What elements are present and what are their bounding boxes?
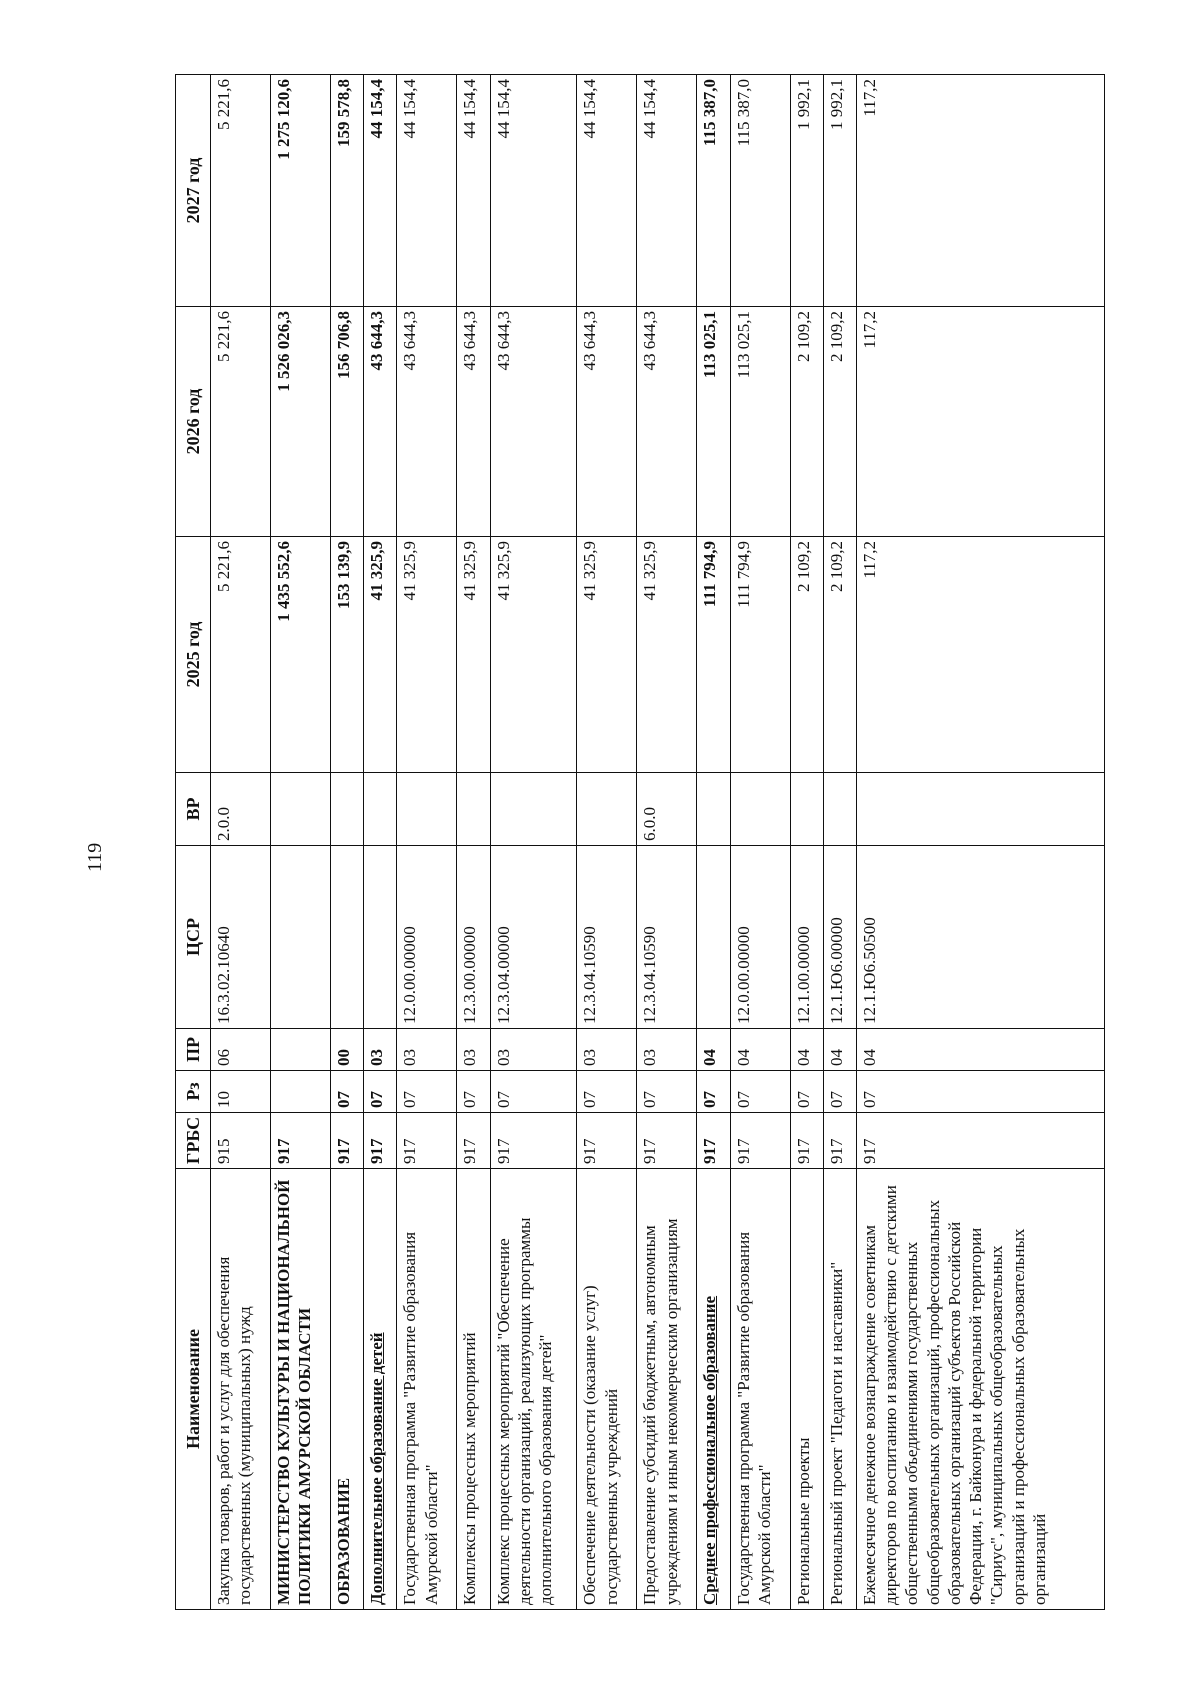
cell-2026: 113 025,1 [730, 307, 790, 537]
cell-2027: 44 154,4 [637, 75, 697, 307]
cell-rz: 07 [730, 1071, 790, 1113]
cell-pr: 04 [790, 1029, 823, 1071]
cell-pr: 04 [697, 1029, 730, 1071]
cell-2026: 43 644,3 [490, 307, 577, 537]
cell-2025: 2 109,2 [823, 537, 856, 773]
cell-rz: 10 [211, 1071, 271, 1113]
cell-grbs: 917 [730, 1113, 790, 1169]
cell-grbs: 917 [823, 1113, 856, 1169]
cell-csr [697, 846, 730, 1029]
table-row [790, 75, 823, 1610]
cell-name: Среднее профессиональное образование [697, 1169, 730, 1610]
table-row [397, 75, 457, 1610]
cell-csr: 12.3.00.00000 [457, 846, 490, 1029]
cell-grbs: 917 [637, 1113, 697, 1169]
cell-2025: 111 794,9 [730, 537, 790, 773]
cell-grbs: 915 [211, 1113, 271, 1169]
cell-csr [364, 846, 397, 1029]
cell-2025: 41 325,9 [457, 537, 490, 773]
table-row [856, 75, 1104, 1610]
cell-pr [271, 1029, 331, 1071]
cell-name: Комплексы процессных мероприятий [457, 1169, 490, 1610]
cell-name: ОБРАЗОВАНИЕ [331, 1169, 364, 1610]
cell-2025: 41 325,9 [490, 537, 577, 773]
cell-2025: 2 109,2 [790, 537, 823, 773]
cell-2025: 117,2 [856, 537, 1104, 773]
header-pr: ПР [176, 1029, 211, 1071]
table-row [364, 75, 397, 1610]
table-row [457, 75, 490, 1610]
cell-rz: 07 [457, 1071, 490, 1113]
cell-2025: 5 221,6 [211, 537, 271, 773]
cell-2027: 44 154,4 [457, 75, 490, 307]
cell-name: Обеспечение деятельности (оказание услуг) государственных учреждений [577, 1169, 637, 1610]
cell-vr: 2.0.0 [211, 773, 271, 846]
cell-name: Ежемесячное денежное вознаграждение советникам директоров по воспитанию и взаимодействию с детскими общественными объединениями государственных общеобразовательных организаций, профессиональных образовательных организаций субъектов Российской Федерации, г. Байконура и федеральной территории "Сириус", муниципальных общеобразовательных организаций и профессиональных образовательных организаций [856, 1169, 1104, 1610]
cell-csr: 12.0.00.00000 [730, 846, 790, 1029]
cell-2025: 41 325,9 [397, 537, 457, 773]
cell-pr: 03 [577, 1029, 637, 1071]
budget-table [175, 74, 1105, 1610]
cell-vr [490, 773, 577, 846]
cell-pr: 03 [364, 1029, 397, 1071]
cell-name: Дополнительное образование детей [364, 1169, 397, 1610]
cell-grbs: 917 [271, 1113, 331, 1169]
cell-grbs: 917 [856, 1113, 1104, 1169]
cell-pr: 00 [331, 1029, 364, 1071]
cell-name: Региональные проекты [790, 1169, 823, 1610]
cell-vr [790, 773, 823, 846]
cell-csr: 12.1.Ю6.00000 [823, 846, 856, 1029]
cell-2027: 44 154,4 [364, 75, 397, 307]
cell-vr [397, 773, 457, 846]
cell-rz: 07 [823, 1071, 856, 1113]
table-row [697, 75, 730, 1610]
cell-vr [457, 773, 490, 846]
cell-rz [271, 1071, 331, 1113]
cell-pr: 03 [457, 1029, 490, 1071]
cell-pr: 04 [856, 1029, 1104, 1071]
cell-name: Комплекс процессных мероприятий "Обеспечение деятельности организаций, реализующих программы дополнительного образования детей" [490, 1169, 577, 1610]
cell-name: Предоставление субсидий бюджетным, автономным учреждениям и иным некоммерческим организациям [637, 1169, 697, 1610]
cell-2026: 2 109,2 [790, 307, 823, 537]
table-row [271, 75, 331, 1610]
header-vr: ВР [176, 773, 211, 846]
rotated-table-container [175, 75, 1105, 1610]
cell-name: Государственная программа "Развитие образования Амурской области" [730, 1169, 790, 1610]
page-number: 119 [84, 842, 106, 872]
cell-2027: 115 387,0 [730, 75, 790, 307]
cell-vr [271, 773, 331, 846]
table-row [577, 75, 637, 1610]
table-row [730, 75, 790, 1610]
cell-2026: 117,2 [856, 307, 1104, 537]
cell-2025: 153 139,9 [331, 537, 364, 773]
cell-2026: 43 644,3 [397, 307, 457, 537]
table-row [331, 75, 364, 1610]
cell-vr [823, 773, 856, 846]
table-row [211, 75, 271, 1610]
cell-2025: 41 325,9 [637, 537, 697, 773]
cell-csr: 12.0.00.00000 [397, 846, 457, 1029]
cell-2026: 43 644,3 [364, 307, 397, 537]
cell-rz: 07 [397, 1071, 457, 1113]
cell-rz: 07 [856, 1071, 1104, 1113]
cell-grbs: 917 [697, 1113, 730, 1169]
cell-2025: 1 435 552,6 [271, 537, 331, 773]
cell-grbs: 917 [457, 1113, 490, 1169]
cell-2027: 44 154,4 [577, 75, 637, 307]
cell-2027: 44 154,4 [397, 75, 457, 307]
cell-grbs: 917 [577, 1113, 637, 1169]
cell-vr [697, 773, 730, 846]
cell-name: Государственная программа "Развитие образования Амурской области" [397, 1169, 457, 1610]
cell-2027: 5 221,6 [211, 75, 271, 307]
cell-2026: 2 109,2 [823, 307, 856, 537]
cell-vr: 6.0.0 [637, 773, 697, 846]
cell-grbs: 917 [331, 1113, 364, 1169]
cell-vr [856, 773, 1104, 846]
cell-2027: 115 387,0 [697, 75, 730, 307]
cell-name: Закупка товаров, работ и услуг для обеспечения государственных (муниципальных) нужд [211, 1169, 271, 1610]
cell-pr: 04 [823, 1029, 856, 1071]
cell-name: Региональный проект "Педагоги и наставники" [823, 1169, 856, 1610]
cell-csr: 16.3.02.10640 [211, 846, 271, 1029]
cell-csr: 12.1.Ю6.50500 [856, 846, 1104, 1029]
cell-2027: 117,2 [856, 75, 1104, 307]
cell-csr [331, 846, 364, 1029]
cell-rz: 07 [790, 1071, 823, 1113]
cell-2026: 43 644,3 [457, 307, 490, 537]
cell-rz: 07 [697, 1071, 730, 1113]
cell-grbs: 917 [490, 1113, 577, 1169]
cell-2025: 111 794,9 [697, 537, 730, 773]
header-2027: 2027 год [176, 75, 211, 307]
cell-csr: 12.3.04.10590 [577, 846, 637, 1029]
cell-pr: 06 [211, 1029, 271, 1071]
header-csr: ЦСР [176, 846, 211, 1029]
cell-2027: 1 992,1 [790, 75, 823, 307]
cell-2027: 159 578,8 [331, 75, 364, 307]
cell-rz: 07 [364, 1071, 397, 1113]
cell-vr [331, 773, 364, 846]
cell-grbs: 917 [397, 1113, 457, 1169]
cell-2026: 43 644,3 [637, 307, 697, 537]
cell-pr: 04 [730, 1029, 790, 1071]
cell-2026: 113 025,1 [697, 307, 730, 537]
header-2026: 2026 год [176, 307, 211, 537]
cell-2026: 1 526 026,3 [271, 307, 331, 537]
header-grbs: ГРБС [176, 1113, 211, 1169]
cell-vr [730, 773, 790, 846]
cell-rz: 07 [331, 1071, 364, 1113]
cell-csr: 12.3.04.00000 [490, 846, 577, 1029]
cell-vr [577, 773, 637, 846]
cell-grbs: 917 [364, 1113, 397, 1169]
header-2025: 2025 год [176, 537, 211, 773]
cell-csr: 12.1.00.00000 [790, 846, 823, 1029]
cell-pr: 03 [397, 1029, 457, 1071]
cell-name: МИНИСТЕРСТВО КУЛЬТУРЫ И НАЦИОНАЛЬНОЙ ПОЛИТИКИ АМУРСКОЙ ОБЛАСТИ [271, 1169, 331, 1610]
cell-2026: 5 221,6 [211, 307, 271, 537]
cell-pr: 03 [490, 1029, 577, 1071]
cell-rz: 07 [490, 1071, 577, 1113]
cell-grbs: 917 [790, 1113, 823, 1169]
cell-csr [271, 846, 331, 1029]
table-body [211, 75, 1105, 1610]
header-rz: Рз [176, 1071, 211, 1113]
cell-2025: 41 325,9 [364, 537, 397, 773]
cell-2027: 1 275 120,6 [271, 75, 331, 307]
table-row [490, 75, 577, 1610]
cell-csr: 12.3.04.10590 [637, 846, 697, 1029]
cell-rz: 07 [577, 1071, 637, 1113]
header-name: Наименование [176, 1169, 211, 1610]
cell-rz: 07 [637, 1071, 697, 1113]
cell-pr: 03 [637, 1029, 697, 1071]
table-header-row [176, 75, 211, 1610]
cell-2027: 1 992,1 [823, 75, 856, 307]
cell-2027: 44 154,4 [490, 75, 577, 307]
cell-2026: 156 706,8 [331, 307, 364, 537]
cell-2025: 41 325,9 [577, 537, 637, 773]
cell-2026: 43 644,3 [577, 307, 637, 537]
table-row [823, 75, 856, 1610]
cell-vr [364, 773, 397, 846]
table-row [637, 75, 697, 1610]
